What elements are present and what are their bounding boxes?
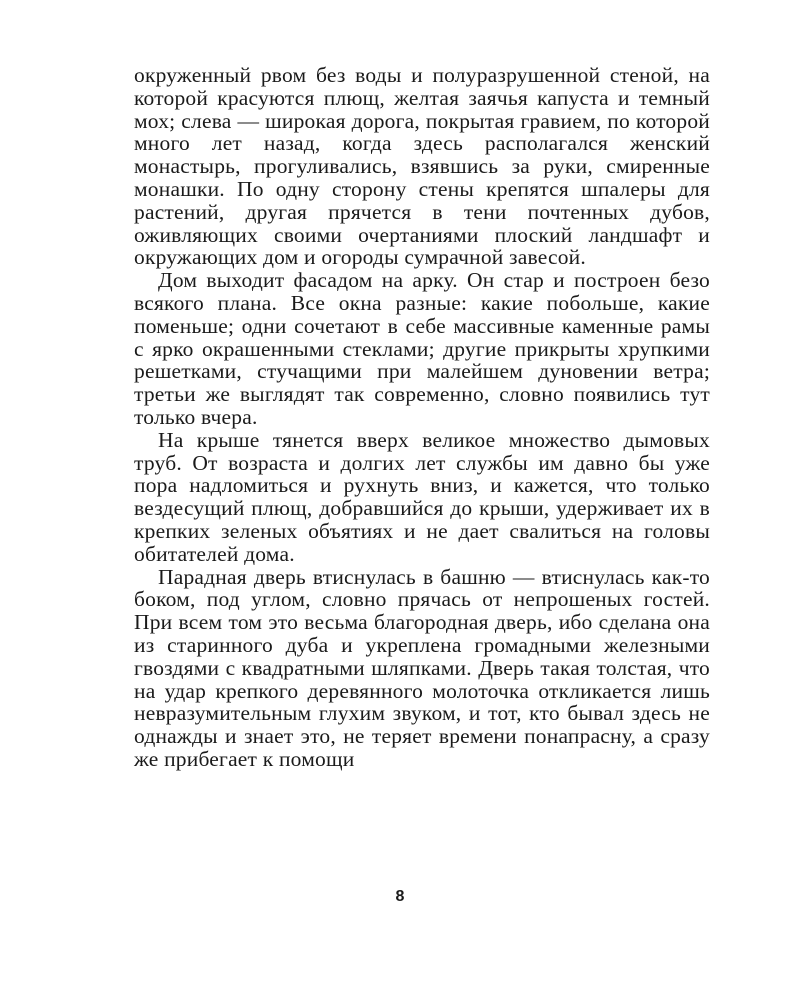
paragraph-1: окруженный рвом без воды и полуразрушенной стеной, на которой красуются плющ, желтая заячья капуста и темный мох; слева — широкая дорога, покрытая гравием, по которой много лет назад, когда здесь располагался женский монастырь, прогуливались, взявшись за руки, смиренные монашки. По одну сторону стены крепятся шпалеры для растений, другая прячется в тени почтенных дубов, оживляющих своими очертаниями плоский ландшафт и окружающих дом и огороды сумрачной завесой. bbox=[134, 63, 710, 270]
paragraph-2: Дом выходит фасадом на арку. Он стар и построен безо всякого плана. Все окна разные: какие побольше, какие поменьше; одни сочетают в себе массивные каменные рамы с ярко окрашенными стеклами; другие прикрыты хрупкими решетками, стучащими при малейшем дуновении ветра; третьи же выглядят так современно, словно появились тут только вчера. bbox=[134, 268, 710, 429]
book-page-text bbox=[134, 64, 710, 771]
paragraph-4: Парадная дверь втиснулась в башню — втиснулась как-то боком, под углом, словно прячась от непрошеных гостей. При всем том это весьма благородная дверь, ибо сделана она из старинного дуба и укреплена громадными железными гвоздями с квадратными шляпками. Дверь такая толстая, что на удар крепкого деревянного молоточка откликается лишь невразумительным глухим звуком, и тот, кто бывал здесь не однажды и знает это, не теряет времени понапрасну, а сразу же прибегает к помощи bbox=[134, 564, 710, 771]
page-number: 8 bbox=[395, 888, 405, 905]
paragraph-3: На крыше тянется вверх великое множество дымовых труб. От возраста и долгих лет службы им давно бы уже пора надломиться и рухнуть вниз, и кажется, что только вездесущий плющ, добравшийся до крыши, удерживает их в крепких зеленых объятиях и не дает свалиться на головы обитателей дома. bbox=[134, 427, 710, 566]
